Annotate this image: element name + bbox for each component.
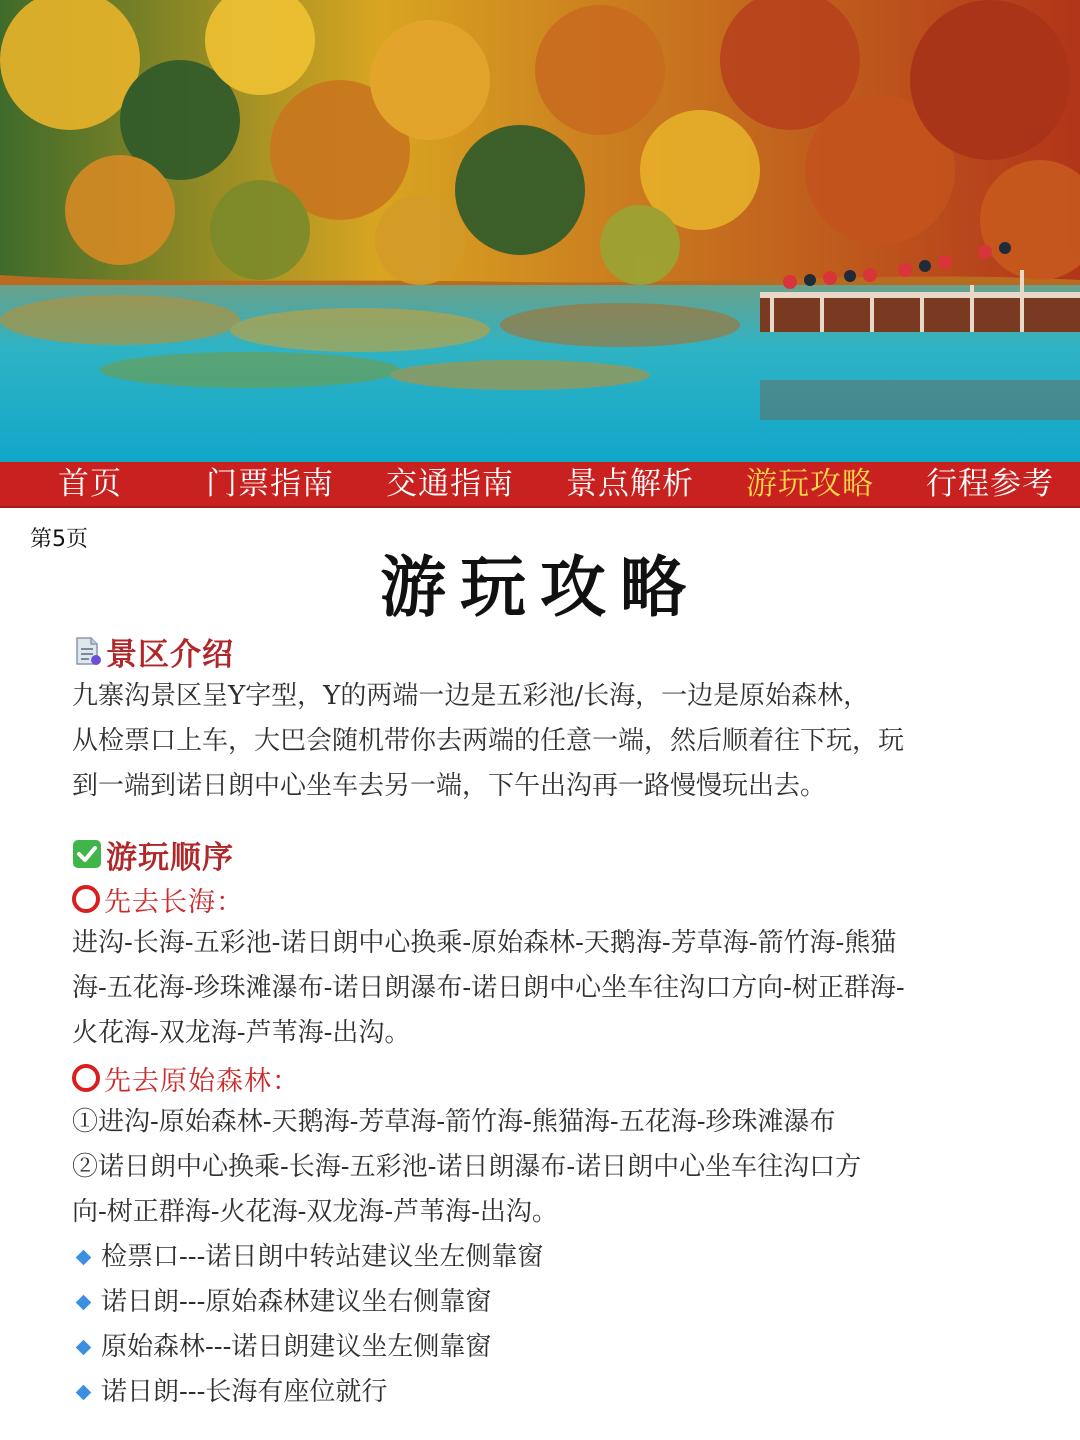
nav-item-home[interactable]: 首页: [58, 466, 122, 502]
diamond-bullet-icon: [76, 1295, 92, 1311]
route-a-line: 进沟-长海-五彩池-诺日朗中心换乘-原始森林-天鹅海-芳草海-箭竹海-熊猫: [72, 928, 897, 958]
route-a-line: 火花海-双龙海-芦苇海-出沟。: [72, 1018, 411, 1048]
diamond-bullet-icon: [76, 1340, 92, 1356]
seat-tip: [72, 1370, 1022, 1415]
order-heading-label: 游玩顺序: [106, 839, 234, 876]
seat-tip: [72, 1280, 1022, 1325]
page-title: 游玩攻略: [380, 548, 700, 626]
circle-icon: [72, 1064, 100, 1092]
route-a-label: 先去长海：: [104, 886, 244, 918]
intro-line: 到一端到诺日朗中心坐车去另一端，下午出沟再一路慢慢玩出去。: [72, 771, 827, 801]
seat-tip-text: 原始森林---诺日朗建议坐左侧靠窗: [101, 1332, 492, 1362]
seat-tip: [72, 1235, 1022, 1280]
route-a-line: 海-五花海-珍珠滩瀑布-诺日朗瀑布-诺日朗中心坐车往沟口方向-树正群海-: [72, 973, 905, 1003]
order-heading: [72, 831, 1022, 877]
nav-item-itinerary[interactable]: 行程参考: [926, 466, 1054, 502]
nav-item-tickets[interactable]: 门票指南: [206, 466, 334, 502]
nav-item-guide[interactable]: 游玩攻略: [746, 466, 874, 502]
route-a-heading: [72, 877, 1022, 921]
diamond-bullet-icon: [76, 1385, 92, 1401]
circle-icon: [72, 885, 100, 913]
nav-item-attractions[interactable]: 景点解析: [566, 466, 694, 502]
route-b-line: ②诺日朗中心换乘-长海-五彩池-诺日朗瀑布-诺日朗中心坐车往沟口方: [72, 1152, 862, 1182]
page-number: 第5页: [30, 527, 88, 552]
diamond-bullet-icon: [76, 1250, 92, 1266]
document-icon: [72, 636, 102, 666]
intro-heading-label: 景区介绍: [106, 636, 234, 673]
intro-line: 九寨沟景区呈Y字型，Y的两端一边是五彩池/长海，一边是原始森林，: [72, 681, 870, 711]
hero-photo: [0, 0, 1080, 462]
seat-tip: [72, 1325, 1022, 1370]
intro-line: 从检票口上车，大巴会随机带你去两端的任意一端，然后顺着往下玩，玩: [72, 726, 905, 756]
route-b-line: 向-树正群海-火花海-双龙海-芦苇海-出沟。: [72, 1197, 558, 1227]
check-icon: [72, 839, 102, 869]
seat-tip-text: 检票口---诺日朗中转站建议坐左侧靠窗: [101, 1242, 544, 1272]
route-b-label: 先去原始森林：: [104, 1065, 300, 1097]
intro-heading: [72, 628, 1022, 674]
main-content: [72, 628, 1022, 1415]
route-b-line: ①进沟-原始森林-天鹅海-芳草海-箭竹海-熊猫海-五花海-珍珠滩瀑布: [72, 1107, 836, 1137]
seat-tip-text: 诺日朗---原始森林建议坐右侧靠窗: [101, 1287, 492, 1317]
seat-tip-text: 诺日朗---长海有座位就行: [101, 1377, 388, 1407]
route-b-heading: [72, 1056, 1022, 1100]
top-nav: [0, 462, 1080, 506]
nav-item-transport[interactable]: 交通指南: [386, 466, 514, 502]
